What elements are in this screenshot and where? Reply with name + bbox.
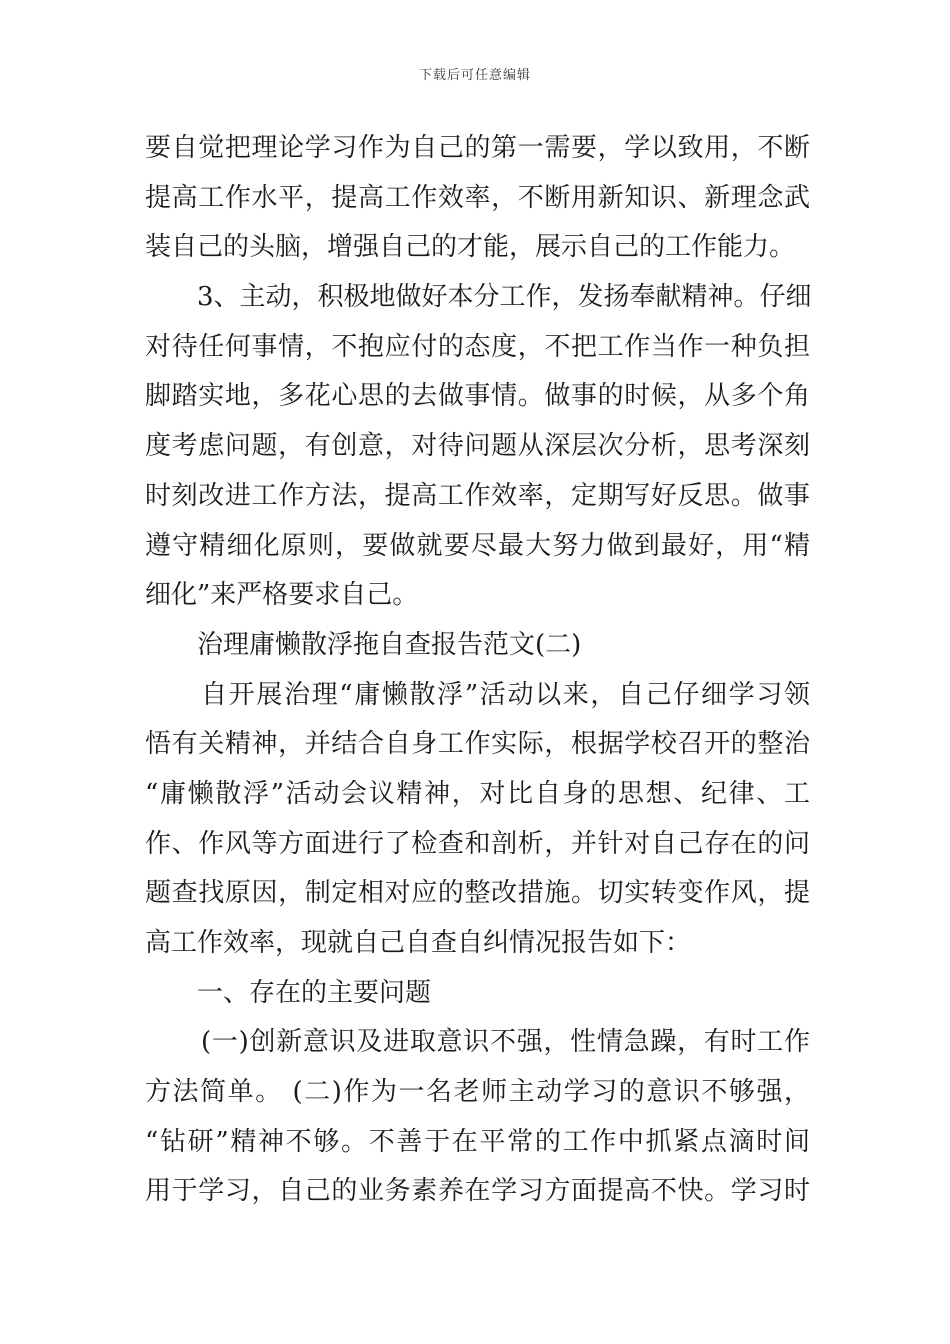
text-line: 3、主动，积极地做好本分工作，发扬奉献精神。仔细 (197, 282, 812, 313)
text-line: 题查找原因，制定相对应的整改措施。切实转变作风，提 (145, 878, 810, 909)
page-header-note: 下载后可任意编辑 (418, 68, 531, 83)
text-line: 装自己的头脑，增强自己的才能，展示自己的工作能力。 (145, 232, 796, 263)
text-line: 作、作风等方面进行了检查和剖析，并针对自己存在的问 (145, 828, 810, 859)
text-line: “钻研”精神不够。不善于在平常的工作中抓紧点滴时间 (145, 1126, 810, 1157)
text-line: 方法简单。 (二)作为一名老师主动学习的意识不够强， (145, 1077, 810, 1108)
section-heading: 治理庸懒散浮拖自查报告范文(二) (197, 629, 582, 660)
text-line: 细化”来严格要求自己。 (145, 580, 419, 611)
text-line: 遵守精细化原则，要做就要尽最大努力做到最好，用“精 (145, 530, 810, 561)
text-line: 悟有关精神，并结合自身工作实际，根据学校召开的整治 (145, 729, 810, 760)
text-line: 度考虑问题，有创意，对待问题从深层次分析，思考深刻 (145, 431, 810, 462)
text-line: 自开展治理“庸懒散浮”活动以来，自己仔细学习领 (201, 679, 810, 710)
text-line: 要自觉把理论学习作为自己的第一需要，学以致用，不断 (145, 133, 810, 163)
document-body (145, 124, 810, 1217)
text-line: 时刻改进工作方法，提高工作效率，定期写好反思。做事 (145, 480, 810, 511)
text-line: (一)创新意识及进取意识不强，性情急躁，有时工作 (201, 1027, 810, 1058)
subsection-heading: 一、存在的主要问题 (197, 977, 432, 1008)
text-line: 用于学习，自己的业务素养在学习方面提高不快。学习时 (145, 1176, 810, 1207)
text-line: 脚踏实地，多花心思的去做事情。做事的时候，从多个角 (145, 381, 810, 412)
text-line: 对待任何事情，不抱应付的态度，不把工作当作一种负担 (145, 331, 810, 362)
text-line: 提高工作水平，提高工作效率，不断用新知识、新理念武 (145, 182, 810, 213)
text-line: “庸懒散浮”活动会议精神，对比自身的思想、纪律、工 (145, 778, 810, 809)
text-line: 高工作效率，现就自己自查自纠情况报告如下： (145, 928, 692, 958)
